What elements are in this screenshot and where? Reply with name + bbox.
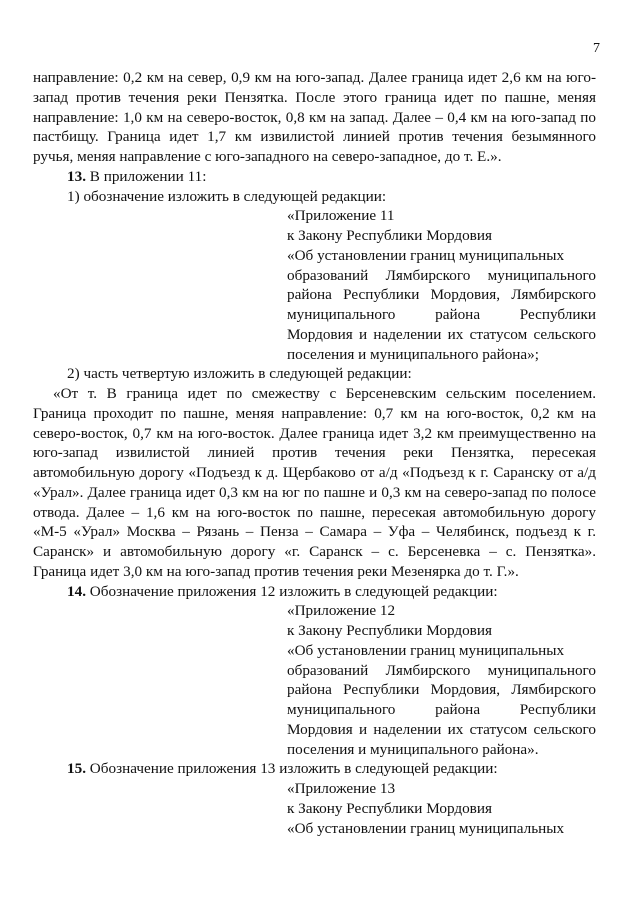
appendix-line: района Республики Мордовия, Лямбирского [287,286,596,304]
boundary-line: Граница идет 3,0 км на юго-запад против течения реки Мезенярка до т. Г.». [33,562,519,580]
boundary-line: северо-восток, 0,7 км на юго-восток. Далее граница идет 3,2 км преимущественно на [33,424,596,442]
item-text: В приложении 11: [85,167,207,185]
page-number: 7 [593,41,600,56]
appendix-line: «Об установлении границ муниципальных [287,246,565,264]
boundary-line: автомобильную дорогу «Подъезд к д. Щербаково от а/д «Подъезд к г. Саранску от а/д [33,464,596,481]
appendix-line: муниципального района Республики [287,701,596,718]
item-number: 15. [67,760,86,778]
item-13-heading [33,167,596,187]
boundary-line: «От т. В граница идет по смежеству с Берсеневским сельским поселением. [53,385,596,402]
appendix-line: «Об установлении границ муниципальных [287,641,565,659]
item-number: 14. [67,582,86,600]
appendix-line: района Республики Мордовия, Лямбирского [287,681,596,699]
item-14-heading [33,582,596,602]
item-number: 13. [67,167,86,185]
appendix-line: к Закону Республики Мордовия [287,622,492,639]
item-13-sub2: 2) часть четвертую изложить в следующей редакции: [67,365,412,383]
text-line: направление: 1,0 км на северо-восток, 0,8 км на запад. Далее – 0,4 км на юго-запад по [33,108,596,126]
appendix-line: муниципального района Республики [287,306,596,323]
item-text: Обозначение приложения 13 изложить в следующей редакции: [85,760,498,778]
appendix-line: «Об установлении границ муниципальных [287,819,565,837]
text-line: направление: 0,2 км на север, 0,9 км на юго-запад. Далее граница идет 2,6 км на юго- [33,69,596,86]
text-line: ручья, меняя направление с юго-западного на северо-западное, до т. Е.». [33,148,502,165]
item-text: Обозначение приложения 12 изложить в следующей редакции: [85,582,498,600]
document-body [33,68,596,838]
boundary-line: «Урал». Далее граница идет 0,3 км на юг по пашне и 0,3 км на северо-запад по полосе [33,483,596,501]
text-line: пастбищу. Граница идет 1,7 км извилистой линией против течения безымянного [33,128,596,146]
appendix-line: образований Лямбирского муниципального [287,266,596,284]
boundary-line: юго-запад извилистой линией против течения реки Пензятка, пересекая [33,444,596,462]
appendix-line: «Приложение 11 [287,207,395,225]
item-13-sub1: 1) обозначение изложить в следующей редакции: [67,187,387,205]
appendix-line: Мордовия и наделении их статусом сельского [287,720,596,738]
boundary-line: Саранск» и автомобильную дорогу «г. Саранск – с. Берсеневка – с. Пензятка». [33,543,596,560]
text-line: запад против течения реки Пензятка. После этого граница идет по пашне, меняя [33,88,596,106]
appendix-line: Мордовия и наделении их статусом сельского [287,325,596,343]
appendix-line: к Закону Республики Мордовия [287,799,492,817]
appendix-line: поселения и муниципального района»; [287,345,539,363]
boundary-line: «М-5 «Урал» Москва – Рязань – Пенза – Самара – Уфа – Челябинск, подъезд к г. [33,523,596,541]
appendix-line: поселения и муниципального района». [287,740,539,758]
appendix-line: образований Лямбирского муниципального [287,661,596,679]
appendix-line: «Приложение 12 [287,602,396,620]
appendix-line: «Приложение 13 [287,780,396,797]
boundary-line: отвода. Далее – 1,6 км на юго-восток по пашне, пересекая автомобильную дорогу [33,503,596,521]
appendix-line: к Закону Республики Мордовия [287,227,492,244]
boundary-line: Граница проходит по пашне, меняя направление: 0,7 км на юго-восток, 0,2 км на [33,404,596,422]
item-15-heading [33,759,596,779]
